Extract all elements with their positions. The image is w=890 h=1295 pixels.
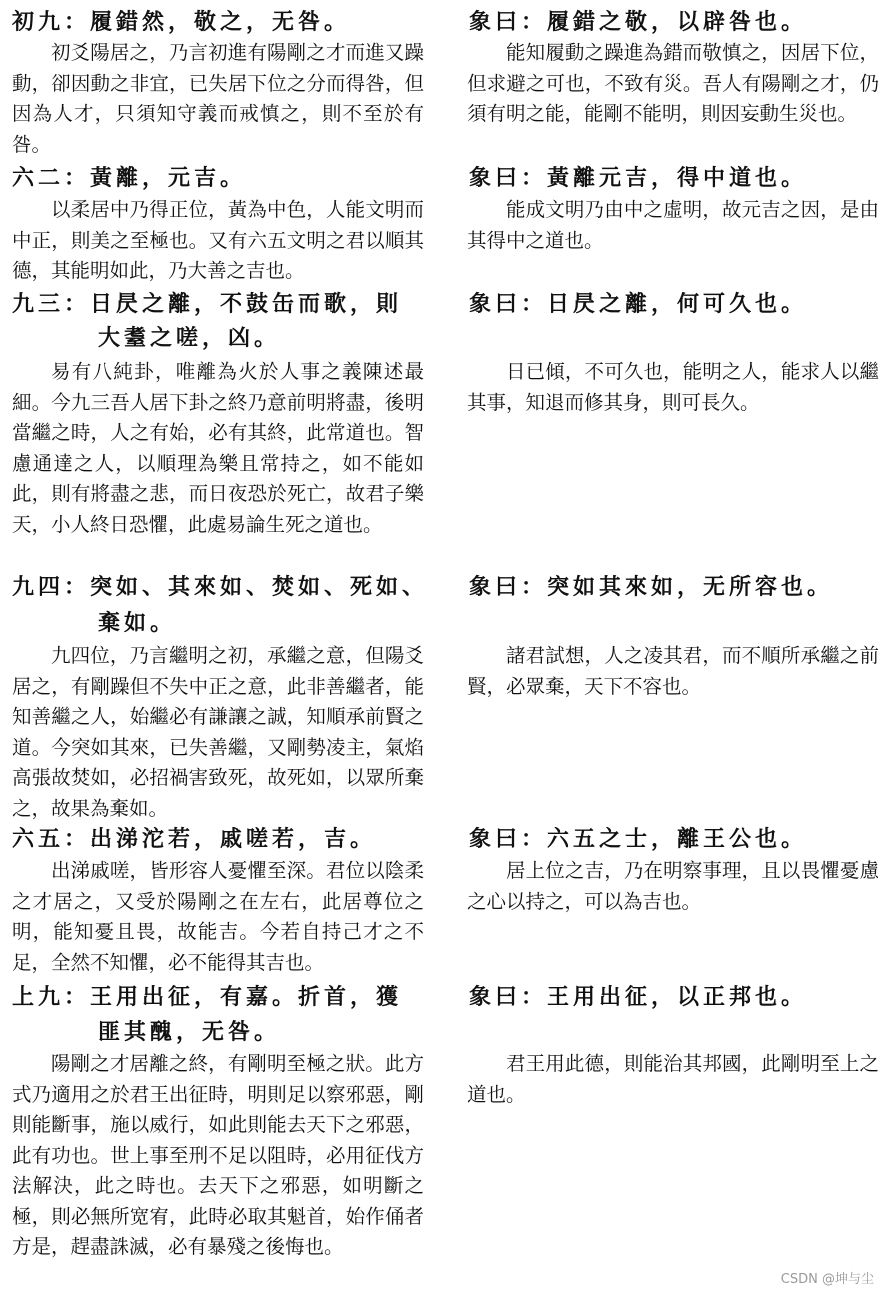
image-heading: 象曰：王用出征，以正邦也。 xyxy=(469,984,808,1010)
line-commentary: 易有八純卦，唯離為火於人事之義陳述最細。今九三吾人居下卦之終乃意前明將盡，後明當繼之時，人之有始，必有其終，此常道也。智慮通達之人，以順理為樂且常持之，如不能如此，則有將盡之悲，而日夜恐於死亡，故君子樂天，小人終日恐懼，此處易論生死之道也。 xyxy=(12,360,424,536)
image-commentary: 能知履動之躁進為錯而敬慎之，因居下位，但求避之可也，不致有災。吾人有陽剛之才，仍須有明之能，能剛不能明，則因妄動生災也。 xyxy=(467,41,879,125)
line-heading: 九三：日昃之離，不鼓缶而歌，則 xyxy=(12,291,403,317)
image-commentary: 居上位之吉，乃在明察事理，且以畏懼憂慮之心以持之，可以為吉也。 xyxy=(467,859,879,913)
watermark: CSDN @坤与尘 xyxy=(780,1272,874,1287)
line-heading-continued: 棄如。 xyxy=(98,610,177,636)
image-commentary: 君王用此德，則能治其邦國，此剛明至上之道也。 xyxy=(467,1052,879,1106)
line-commentary: 以柔居中乃得正位，黃為中色，人能文明而中正，則美之至極也。又有六五文明之君以順其德，其能明如此，乃大善之吉也。 xyxy=(12,198,424,282)
line-heading: 上九：王用出征，有嘉。折首，獲 xyxy=(12,984,403,1010)
line-heading-continued: 匪其醜，无咎。 xyxy=(98,1019,281,1045)
image-heading: 象曰：日昃之離，何可久也。 xyxy=(469,291,808,317)
line-heading: 六五：出涕沱若，戚嗟若，吉。 xyxy=(12,826,377,852)
line-heading: 初九：履錯然，敬之，无咎。 xyxy=(12,9,351,35)
line-heading-continued: 大耋之嗟，凶。 xyxy=(98,325,281,351)
line-heading: 九四：突如、其來如、焚如、死如、 xyxy=(12,574,429,600)
line-heading: 六二：黃離，元吉。 xyxy=(12,165,247,191)
image-heading: 象曰：突如其來如，无所容也。 xyxy=(469,574,834,600)
image-heading: 象曰：六五之士，離王公也。 xyxy=(469,826,808,852)
image-commentary: 諸君試想，人之凌其君，而不順所承繼之前賢，必眾棄，天下不容也。 xyxy=(467,644,879,698)
line-commentary: 九四位，乃言繼明之初，承繼之意，但陽爻居之，有剛躁但不失中正之意，此非善繼者，能知善繼之人，始繼必有謙讓之誠，知順承前賢之道。今突如其來，已失善繼，又剛勢凌主，氣焰高張故焚如，必招禍害致死，故死如，以眾所棄之，故果為棄如。 xyxy=(12,644,424,820)
line-commentary: 初爻陽居之，乃言初進有陽剛之才而進又躁動，卻因動之非宜，已失居下位之分而得咎，但因為人才，只須知守義而戒慎之，則不至於有咎。 xyxy=(12,41,424,156)
image-commentary: 能成文明乃由中之虛明，故元吉之因，是由其得中之道也。 xyxy=(467,198,879,252)
line-commentary: 陽剛之才居離之終，有剛明至極之狀。此方式乃適用之於君王出征時，明則足以察邪惡，剛則能斷事，施以威行，如此則能去天下之邪惡，此有功也。世上事至刑不足以阻時，必用征伐方法解決，此之時也。去天下之邪惡，如明斷之極，則必無所宽宥，此時必取其魁首，始作俑者方是，趕盡誅滅，必有暴殘之後悔也。 xyxy=(12,1052,424,1258)
image-commentary: 日已傾，不可久也，能明之人，能求人以繼其事，知退而修其身，則可長久。 xyxy=(467,360,879,414)
image-heading: 象曰：履錯之敬，以辟咎也。 xyxy=(469,9,808,35)
line-commentary: 出涕戚嗟，皆形容人憂懼至深。君位以陰柔之才居之，又受於陽剛之在左右，此居尊位之明，能知憂且畏，故能吉。今若自持己才之不足，全然不知懼，必不能得其吉也。 xyxy=(12,859,424,974)
image-heading: 象曰：黃離元吉，得中道也。 xyxy=(469,165,808,191)
